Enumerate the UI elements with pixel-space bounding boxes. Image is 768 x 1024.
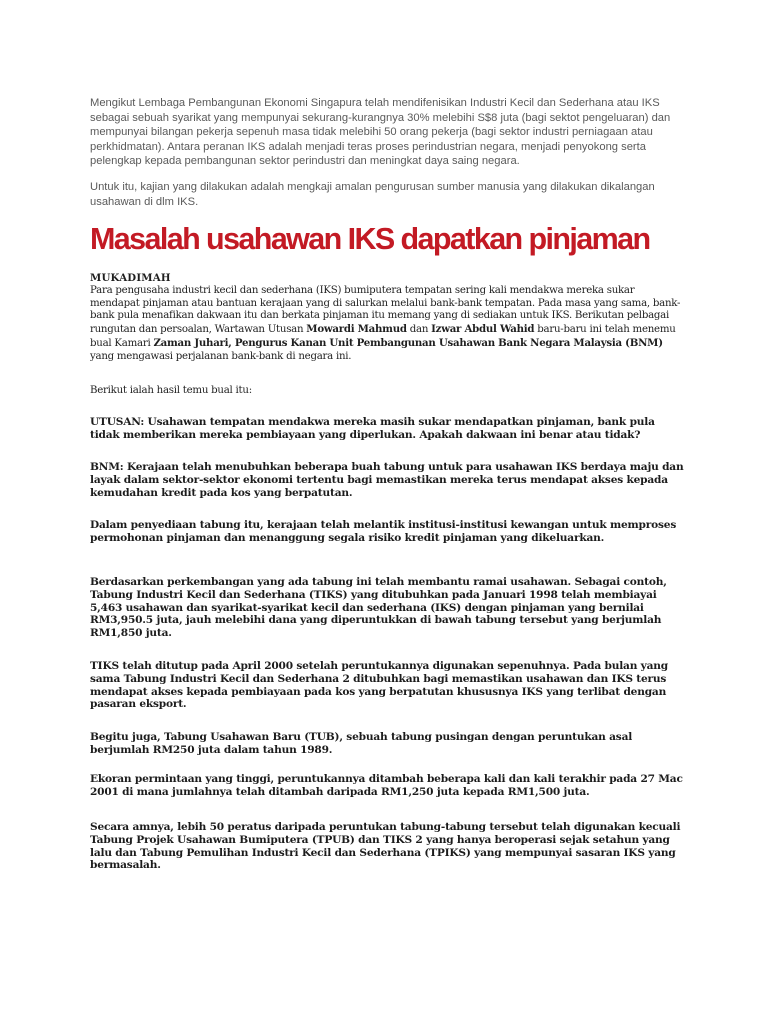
mukadimah-heading: MUKADIMAH bbox=[90, 272, 171, 284]
reporter-name: Izwar Abdul Wahid bbox=[431, 323, 535, 336]
mukadimah-text: dan bbox=[406, 324, 432, 336]
interviewee-name: Zaman Juhari, Pengurus Kanan Unit Pembangunan Usahawan Bank Negara Malaysia (BNM) bbox=[153, 336, 663, 349]
intro-paragraph: Mengikut Lembaga Pembangunan Ekonomi Singapura telah mendifenisikan Industri Kecil dan Sederhana atau IKS sebagai sebuah syarikat yang mempunyai sekurang-kurangnya 30% melebihi S$8 juta (bagi sektot pengeluaran) dan mempunyai bilangan pekerja sepenuh masa tidak melebihi 50 orang pekerja (bagi sektor industri perniagaan atau perkhidmatan). Antara peranan IKS adalah menjadi teras proses perindustrian negara, menjadi penyokong serta pelengkap kepada pembangunan sektor perindustri dan meningkat daya saing negara. bbox=[90, 97, 671, 168]
interview-answer: Secara amnya, lebih 50 peratus daripada peruntukan tabung-tabung tersebut telah digunakan kecuali Tabung Projek Usahawan Bumiputera (TPUB) dan TIKS 2 yang hanya beroperasi sejak setahun yang lalu dan Tabung Pemulihan Industri Kecil dan Sederhana (TPIKS) yang mempunyai sasaran IKS yang bermasalah. bbox=[90, 821, 681, 872]
mukadimah-text: baru-baru ini telah menemu bual Kamari bbox=[90, 324, 676, 349]
mukadimah-text: yang mengawasi perjalanan bank-bank di negara ini. bbox=[90, 350, 352, 362]
article-headline: Masalah usahawan IKS dapatkan pinjaman bbox=[90, 222, 650, 256]
interview-answer: Dalam penyediaan tabung itu, kerajaan telah melantik institusi-institusi kewangan untuk memproses permohonan pinjaman dan menanggung segala risiko kredit pinjaman yang dikeluarkan. bbox=[90, 519, 677, 544]
intro-paragraph: Untuk itu, kajian yang dilakukan adalah mengkaji amalan pengurusan sumber manusia yang dilakukan dikalangan usahawan di dlm IKS. bbox=[90, 181, 655, 208]
interview-answer: Berdasarkan perkembangan yang ada tabung ini telah membantu ramai usahawan. Sebagai contoh, Tabung Industri Kecil dan Sederhana (TIKS) yang ditubuhkan pada Januari 1998 telah membiayai 5,463 usahawan dan syarikat-syarikat kecil dan sederhana (IKS) dengan pinjaman yang bernilai RM3,950.5 juta, jauh melebihi dana yang diperuntukkan di bawah tabung tersebut yang berjumlah RM1,850 juta. bbox=[90, 576, 667, 640]
mukadimah-text: Para pengusaha industri kecil dan sederhana (IKS) bumiputera tempatan sering kali mendakwa mereka sukar mendapat pinjaman atau bantuan kerajaan yang di salurkan melalui bank-bank tempatan. Pada masa yang sama, bank-bank pula menafikan dakwaan itu dan berkata pinjaman itu memang yang di sediakan untuk IKS. Berikutan pelbagai rungutan dan persoalan, Wartawan Utusan bbox=[90, 284, 681, 336]
mukadimah-body bbox=[90, 285, 686, 364]
interview-answer: Ekoran permintaan yang tinggi, peruntukannya ditambah beberapa kali dan kali terakhir pada 27 Mac 2001 di mana jumlahnya telah ditambah daripada RM1,250 juta kepada RM1,500 juta. bbox=[90, 773, 683, 798]
mukadimah-section bbox=[90, 272, 686, 364]
reporter-name: Mowardi Mahmud bbox=[306, 323, 407, 336]
interview-answer: TIKS telah ditutup pada April 2000 setelah peruntukannya digunakan sepenuhnya. Pada bulan yang sama Tabung Industri Kecil dan Sederhana 2 ditubuhkan bagi memastikan usahawan dan IKS terus mendapat akses kepada pembiayaan pada kos yang berpatutan khususnya IKS yang terlibat dengan pasaran eksport. bbox=[90, 660, 669, 711]
interview-question: UTUSAN: Usahawan tempatan mendakwa mereka masih sukar mendapatkan pinjaman, bank pula tidak memberikan mereka pembiayaan yang diperlukan. Apakah dakwaan ini benar atau tidak? bbox=[90, 416, 655, 441]
interview-answer: BNM: Kerajaan telah menubuhkan beberapa buah tabung untuk para usahawan IKS berdaya maju dan layak dalam sektor-sektor ekonomi tertentu bagi memastikan mereka terus mendapat akses kepada kemudahan kredit pada kos yang berpatutan. bbox=[90, 461, 684, 499]
interview-answer: Begitu juga, Tabung Usahawan Baru (TUB), sebuah tabung pusingan dengan peruntukan asal berjumlah RM250 juta dalam tahun 1989. bbox=[90, 731, 633, 756]
interview-intro: Berikut ialah hasil temu bual itu: bbox=[90, 385, 252, 396]
